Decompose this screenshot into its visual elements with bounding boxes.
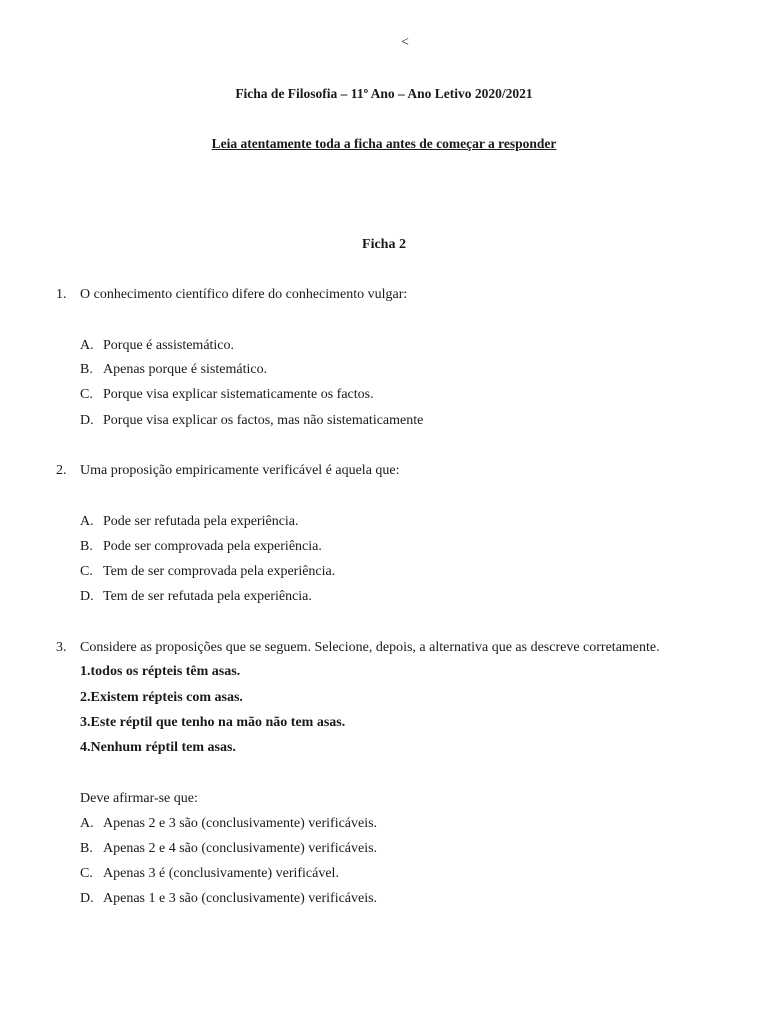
- document-title: Ficha de Filosofia – 11º Ano – Ano Letivo 2020/2021: [235, 86, 533, 101]
- option-text: Porque é assistemático.: [103, 338, 235, 353]
- proposition-statement: 4.Nenhum réptil tem asas.: [80, 740, 236, 755]
- question-number: 2.: [56, 463, 67, 478]
- option-letter: A.: [80, 816, 94, 831]
- option-text: Apenas 2 e 4 são (conclusivamente) verificáveis.: [103, 841, 378, 856]
- question-text: Considere as proposições que se seguem. Selecione, depois, a alternativa que as descreve corretamente.: [80, 640, 660, 655]
- question-prompt: Deve afirmar-se que:: [80, 791, 198, 806]
- option-letter: D.: [80, 891, 94, 906]
- question-text: Uma proposição empiricamente verificável é aquela que:: [80, 463, 400, 478]
- question-text: O conhecimento científico difere do conhecimento vulgar:: [80, 287, 408, 302]
- question-number: 1.: [56, 287, 67, 302]
- proposition-statement: 2.Existem répteis com asas.: [80, 690, 243, 705]
- option-text: Porque visa explicar os factos, mas não sistematicamente: [103, 413, 424, 428]
- question-number: 3.: [56, 640, 67, 655]
- ficha-heading: Ficha 2: [362, 237, 406, 252]
- option-text: Apenas 1 e 3 são (conclusivamente) verificáveis.: [103, 891, 378, 906]
- option-text: Porque visa explicar sistematicamente os factos.: [103, 387, 374, 402]
- option-letter: A.: [80, 514, 94, 529]
- option-letter: B.: [80, 362, 93, 377]
- option-letter: B.: [80, 539, 93, 554]
- page-mark: <: [401, 35, 409, 50]
- option-text: Pode ser refutada pela experiência.: [103, 514, 299, 529]
- option-letter: B.: [80, 841, 93, 856]
- option-text: Apenas porque é sistemático.: [103, 362, 268, 377]
- option-letter: C.: [80, 866, 93, 881]
- option-letter: C.: [80, 564, 93, 579]
- option-letter: D.: [80, 589, 94, 604]
- option-text: Apenas 2 e 3 são (conclusivamente) verificáveis.: [103, 816, 378, 831]
- proposition-statement: 1.todos os répteis têm asas.: [80, 664, 241, 679]
- option-text: Pode ser comprovada pela experiência.: [103, 539, 322, 554]
- proposition-statement: 3.Este réptil que tenho na mão não tem asas.: [80, 715, 346, 730]
- option-letter: A.: [80, 338, 94, 353]
- option-text: Tem de ser refutada pela experiência.: [103, 589, 312, 604]
- option-letter: D.: [80, 413, 94, 428]
- option-text: Apenas 3 é (conclusivamente) verificável.: [103, 866, 339, 881]
- option-text: Tem de ser comprovada pela experiência.: [103, 564, 336, 579]
- instructions-line: Leia atentamente toda a ficha antes de começar a responder: [211, 136, 557, 151]
- option-letter: C.: [80, 387, 93, 402]
